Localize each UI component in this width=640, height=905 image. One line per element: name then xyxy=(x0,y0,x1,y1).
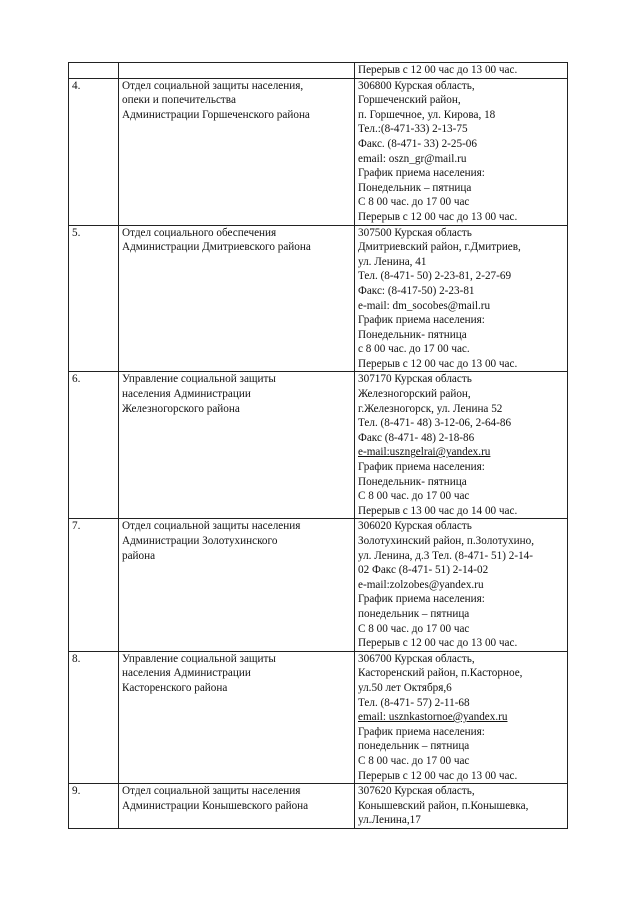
contact-line: С 8 00 час. до 17 00 час xyxy=(358,196,470,209)
table-row xyxy=(69,225,568,372)
contact-line: 307170 Курская область xyxy=(358,373,472,386)
contact-line: Касторенский район, п.Касторное, xyxy=(358,667,523,680)
contact-line: Перерыв с 12 00 час до 13 00 час. xyxy=(358,64,518,76)
email-line: email: oszn_gr@mail.ru xyxy=(358,152,467,165)
organization-cell xyxy=(119,372,355,519)
organization-cell xyxy=(119,225,355,372)
organization-line: Отдел социального обеспечения xyxy=(122,226,277,239)
organization-line: населения Администрации xyxy=(122,388,251,401)
contact-line: Факс. (8-471- 33) 2-25-06 xyxy=(358,137,477,150)
table-row xyxy=(69,651,568,783)
organization-line: Администрации Горшеченского района xyxy=(122,108,310,121)
row-number xyxy=(69,63,119,79)
contact-line: 306700 Курская область, xyxy=(358,652,475,665)
organization-cell xyxy=(119,651,355,783)
row-number: 8. xyxy=(69,651,119,783)
contact-line: Тел.:(8-471-33) 2-13-75 xyxy=(358,123,468,136)
contact-line: Перерыв с 13 00 час до 14 00 час. xyxy=(358,504,518,517)
row-number: 7. xyxy=(69,519,119,651)
contact-line: Золотухинский район, п.Золотухино, xyxy=(358,535,535,547)
email-line: e-mail:zolzobes@yandex.ru xyxy=(358,578,484,591)
row-number: 5. xyxy=(69,225,119,372)
contact-line: С 8 00 час. до 17 00 час xyxy=(358,490,470,503)
contact-line: ул.50 лет Октября,6 xyxy=(358,681,452,694)
contact-line: Перерыв с 12 00 час до 13 00 час. xyxy=(358,210,518,223)
contact-line: Тел. (8-471- 48) 3-12-06, 2-64-86 xyxy=(358,417,512,430)
contact-line: Понедельник – пятница xyxy=(358,181,472,194)
organization-line: Администрации Конышевского района xyxy=(122,799,309,812)
organization-line: Железногорского района xyxy=(122,402,240,415)
contact-line: Факс (8-471- 48) 2-18-86 xyxy=(358,431,475,444)
organization-line: Управление социальной защиты xyxy=(122,652,276,665)
contact-line: Горшеченский район, xyxy=(358,94,461,107)
row-number: 9. xyxy=(69,784,119,829)
contact-cell xyxy=(355,519,568,651)
contact-line: ул. Ленина, 41 xyxy=(358,255,427,268)
contact-line: 306020 Курская область xyxy=(358,520,472,533)
contact-line: Дмитриевский район, г.Дмитриев, xyxy=(358,241,521,254)
contact-line: Факс: (8-417-50) 2-23-81 xyxy=(358,284,475,297)
contact-line: 307620 Курская область, xyxy=(358,785,475,798)
contact-line: Железногорский район, xyxy=(358,388,471,401)
contact-line: Понедельник- пятница xyxy=(358,475,467,488)
organization-line: Администрации Дмитриевского района xyxy=(122,241,311,254)
email-link[interactable]: e-mail:uszngelrai@yandex.ru xyxy=(358,446,491,459)
contact-cell xyxy=(355,78,568,225)
contact-line: г.Железногорск, ул. Ленина 52 xyxy=(358,402,503,415)
organization-line: Администрации Золотухинского xyxy=(122,535,278,547)
contact-line: Перерыв с 12 00 час до 13 00 час. xyxy=(358,769,518,782)
contact-line: 306800 Курская область, xyxy=(358,79,475,92)
contact-line: Перерыв с 12 00 час до 13 00 час. xyxy=(358,357,518,370)
contacts-table xyxy=(68,62,568,829)
contact-cell xyxy=(355,784,568,829)
row-number: 4. xyxy=(69,78,119,225)
contact-line: ул. Ленина, д.3 Тел. (8-471- 51) 2-14- xyxy=(358,549,533,562)
table-row xyxy=(69,78,568,225)
organization-line: Управление социальной защиты xyxy=(122,373,276,386)
email-link[interactable]: email: usznkastornoe@yandex.ru xyxy=(358,711,508,724)
organization-line: опеки и попечительства xyxy=(122,94,236,107)
row-number: 6. xyxy=(69,372,119,519)
contact-line: График приема населения: xyxy=(358,314,485,327)
contact-line: График приема населения: xyxy=(358,593,485,606)
contact-line: Перерыв с 12 00 час до 13 00 час. xyxy=(358,637,518,650)
contact-line: Конышевский район, п.Конышевка, xyxy=(358,799,529,812)
table-row xyxy=(69,784,568,829)
contact-line: График приема населения: xyxy=(358,725,485,738)
contact-cell xyxy=(355,372,568,519)
contact-line: 02 Факс (8-471- 51) 2-14-02 xyxy=(358,564,489,577)
contact-line: Тел. (8-471- 50) 2-23-81, 2-27-69 xyxy=(358,270,512,283)
table-row xyxy=(69,372,568,519)
contact-line: ул.Ленина,17 xyxy=(358,814,421,827)
table-row xyxy=(69,63,568,79)
contact-cell xyxy=(355,63,568,79)
contact-line: 307500 Курская область xyxy=(358,226,472,239)
contact-line: С 8 00 час. до 17 00 час xyxy=(358,754,470,767)
organization-cell xyxy=(119,63,355,79)
contact-cell xyxy=(355,225,568,372)
organization-line: Отдел социальной защиты населения xyxy=(122,785,301,798)
contact-line: График приема населения: xyxy=(358,461,485,474)
contact-line: Тел. (8-471- 57) 2-11-68 xyxy=(358,696,470,709)
organization-cell xyxy=(119,519,355,651)
table-row xyxy=(69,519,568,651)
organization-cell xyxy=(119,784,355,829)
contact-line: понедельник – пятница xyxy=(358,740,470,753)
contact-line: понедельник – пятница xyxy=(358,607,470,620)
organization-line: района xyxy=(122,549,156,562)
contact-cell xyxy=(355,651,568,783)
contact-line: С 8 00 час. до 17 00 час xyxy=(358,622,470,635)
organization-line: Касторенского района xyxy=(122,681,228,694)
contact-line: п. Горшечное, ул. Кирова, 18 xyxy=(358,108,496,121)
organization-line: Отдел социальной защиты населения xyxy=(122,520,301,533)
contact-line: с 8 00 час. до 17 00 час. xyxy=(358,343,470,356)
contact-line: График приема населения: xyxy=(358,167,485,180)
organization-line: Отдел социальной защиты населения, xyxy=(122,79,304,92)
contact-line: Понедельник- пятница xyxy=(358,328,467,341)
email-line: e-mail: dm_socobes@mail.ru xyxy=(358,299,491,312)
organization-cell xyxy=(119,78,355,225)
organization-line: населения Администрации xyxy=(122,667,251,680)
